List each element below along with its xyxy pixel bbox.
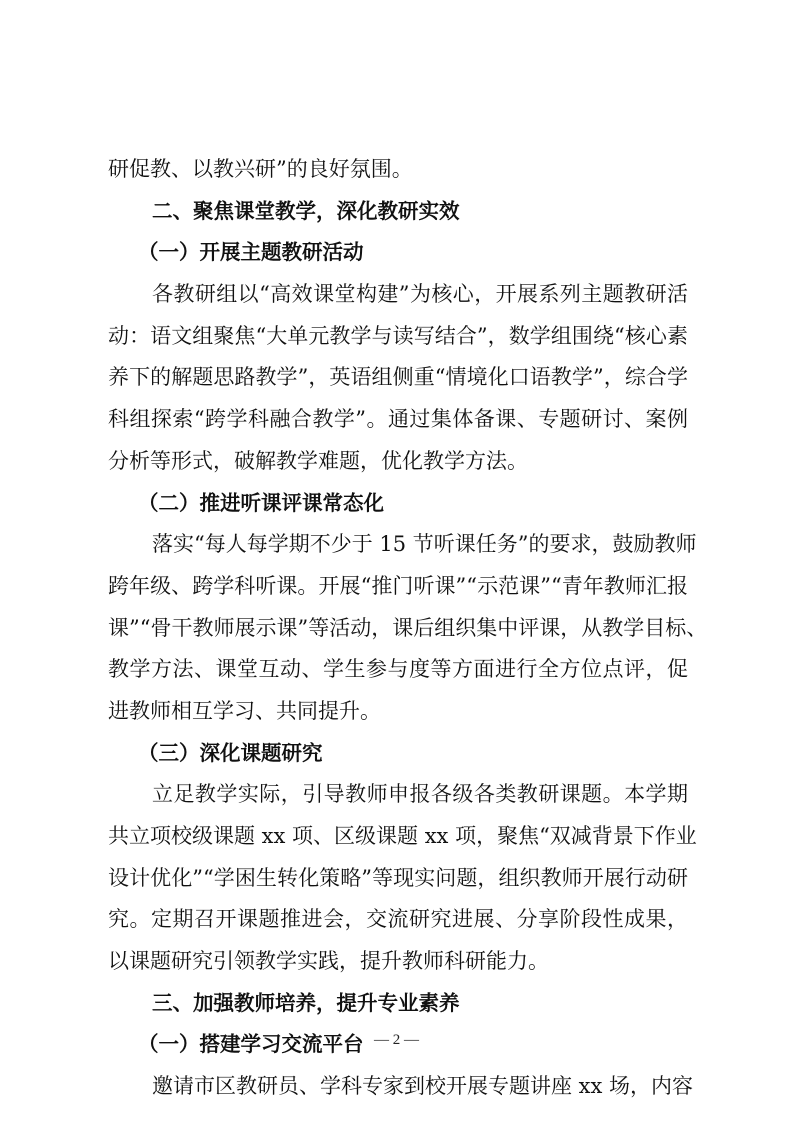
page-number: — 2 — (374, 1032, 419, 1048)
paragraph-line: 落实“每人每学期不少于 15 节听课任务”的要求，鼓励教师 (152, 532, 697, 557)
paragraph-line: 跨年级、跨学科听课。开展“推门听课”“示范课”“青年教师汇报 (108, 573, 688, 598)
paragraph-line: 设计优化”“学困生转化策略”等现实问题，组织教师开展行动研 (108, 865, 688, 890)
subsection-heading: （一）开展主题教研活动 (138, 240, 364, 265)
paragraph-line: 共立项校级课题 xx 项、区级课题 xx 项，聚焦“双减背景下作业 (108, 824, 697, 848)
subsection-heading: （二）推进听课评课常态化 (138, 490, 384, 515)
subsection-heading: （一）搭建学习交流平台 (138, 1032, 364, 1057)
paragraph-line: 研促教、以教兴研”的良好氛围。 (108, 157, 413, 181)
paragraph-line: 养下的解题思路教学”，英语组侧重“情境化口语教学”，综合学 (108, 365, 688, 390)
paragraph-line: 究。定期召开课题推进会，交流研究进展、分享阶段性成果， (108, 907, 688, 932)
document-body (108, 149, 708, 1108)
paragraph-line: 进教师相互学习、共同提升。 (108, 698, 381, 723)
paragraph-line: 以课题研究引领教学实践，提升教师科研能力。 (108, 949, 549, 974)
subsection-heading: （三）深化课题研究 (138, 740, 323, 765)
paragraph-line: 课”“骨干教师展示课”等活动，课后组织集中评课，从教学目标、 (108, 615, 708, 640)
paragraph-line: 邀请市区教研员、学科专家到校开展专题讲座 xx 场，内容 (152, 1074, 694, 1099)
section-heading: 三、加强教师培养，提升专业素养 (152, 990, 460, 1015)
section-heading: 二、聚焦课堂教学，深化教研实效 (152, 198, 460, 223)
paragraph-line: 分析等形式，破解教学难题，优化教学方法。 (108, 448, 528, 473)
paragraph-line: 立足教学实际，引导教师申报各级各类教研课题。本学期 (152, 782, 688, 807)
paragraph-line: 科组探索“跨学科融合教学”。通过集体备课、专题研讨、案例 (108, 407, 688, 432)
paragraph-line: 动：语文组聚焦“大单元教学与读写结合”，数学组围绕“核心素 (108, 323, 688, 348)
paragraph-line: 教学方法、课堂互动、学生参与度等方面进行全方位点评，促 (108, 657, 688, 682)
paragraph-line: 各教研组以“高效课堂构建”为核心，开展系列主题教研活 (152, 282, 688, 307)
